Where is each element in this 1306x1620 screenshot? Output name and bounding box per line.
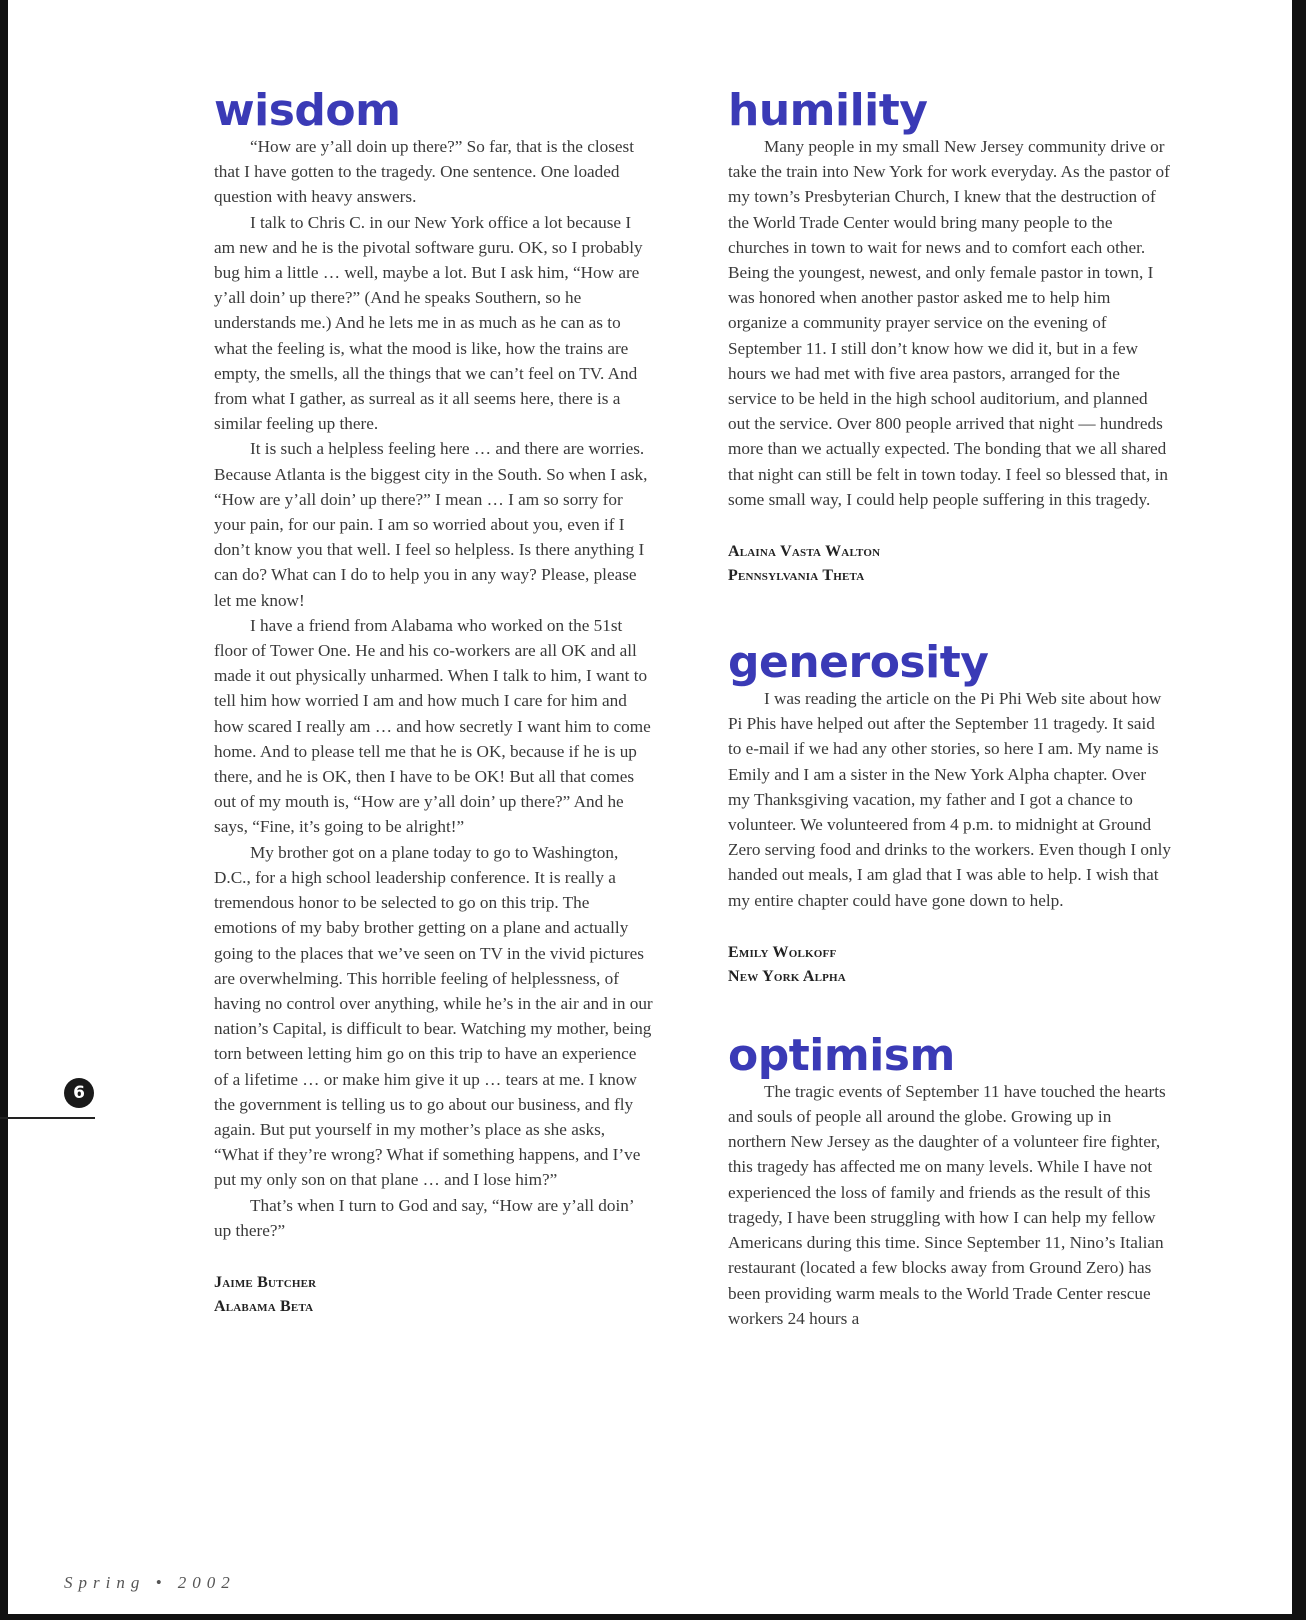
page-number-badge: 6: [64, 1078, 94, 1108]
author-chapter: Alabama Beta: [214, 1297, 314, 1315]
paragraph: Many people in my small New Jersey community drive or take the train into New York for work everyday. As the pastor of my town’s Presbyterian Church, I knew that the destruction of the World Trade Center would bring many people to the churches in town to wait for news and to comfort each other. Being the youngest, newest, and only female pastor in town, I was honored when another pastor asked me to help him organize a community prayer service on the evening of September 11. I still don’t know how we did it, but in a few hours we had met with five area pastors, arranged for the service to be held in the high school auditorium, and planned out the service. Over 800 people arrived that night — hundreds more than we actually expected. The bonding that we all shared that night can still be felt in town today. I feel so blessed that, in some small way, I could help people suffering in this tragedy.: [728, 137, 1170, 509]
section-humility: [728, 85, 1172, 588]
page-edge-left: [0, 0, 8, 1620]
paragraph: “How are y’all doin up there?” So far, that is the closest that I have gotten to the tragedy. One sentence. One loaded question with heavy answers.: [214, 137, 634, 207]
author-chapter: Pennsylvania Theta: [728, 567, 865, 585]
section-title-humility: humility: [728, 85, 928, 136]
paragraph: My brother got on a plane today to go to Washington, D.C., for a high school leadership conference. It is really a tremendous honor to be selected to go on this trip. The emotions of my baby brother getting on a plane and actually going to the places that we’ve seen on TV in the vivid pictures are overwhelming. This horrible feeling of helplessness, of having no control over anything, while he’s in the air and in our nation’s Capital, is difficult to bear. Watching my mother, being torn between letting him go on this trip to have an experience of a lifetime … or make him give it up … tears at me. I know the government is telling us to go about our business, and fly again. But put yourself in my mother’s place as she asks, “What if they’re wrong? What if something happens, and I’ve put my only son on that plane … and I lose him?”: [214, 842, 653, 1190]
author-name: Alaina Vasta Walton: [728, 543, 881, 561]
section-title-optimism: optimism: [728, 1029, 955, 1081]
paragraph: I talk to Chris C. in our New York office a lot because I am new and he is the pivotal software guru. OK, so I probably bug him a little … well, maybe a lot. But I ask him, “How are y’all doin’ up there?” (And he speaks Southern, so he understands me.) And he lets me in as much as he can as to what the feeling is, what the mood is like, how the trains are empty, the smells, all the things that we can’t feel on TV. And from what I gather, as surreal as it all seems here, there is a similar feeling up there.: [214, 212, 643, 434]
footer-issue: Spring • 2002: [64, 1573, 236, 1592]
section-wisdom: [214, 85, 654, 1319]
section-title-wisdom: wisdom: [214, 85, 401, 136]
paragraph: I have a friend from Alabama who worked on the 51st floor of Tower One. He and his co-workers are all OK and all made it out physically unharmed. When I talk to him, I want to tell him how worried I am and how much I care for him and how scared I really am … and how secretly I want him to come home. And to please tell me that he is OK, because if he is up there, and he is OK, then I have to be OK! But all that comes out of my mouth is, “How are y’all doin’ up there?” And he says, “Fine, it’s going to be alright!”: [214, 615, 651, 837]
page-rule: [0, 1117, 95, 1119]
paragraph: I was reading the article on the Pi Phi Web site about how Pi Phis have helped out after the September 11 tragedy. It said to e-mail if we had any other stories, so here I am. My name is Emily and I am a sister in the New York Alpha chapter. Over my Thanksgiving vacation, my father and I got a chance to volunteer. We volunteered from 4 p.m. to midnight at Ground Zero serving food and drinks to the workers. Even though I only handed out meals, I am glad that I was able to help. I wish that my entire chapter could have gone down to help.: [728, 689, 1171, 910]
left-column: [214, 85, 654, 1319]
paragraph: The tragic events of September 11 have touched the hearts and souls of people all around the globe. Growing up in northern New Jersey as the daughter of a volunteer fire fighter, this tragedy has affected me on many levels. While I have not experienced the loss of family and friends as the result of this tragedy, I have been struggling with how I can help my fellow Americans during this time. Since September 11, Nino’s Italian restaurant (located a few blocks away from Ground Zero) has been providing warm meals to the World Trade Center rescue workers 24 hours a: [728, 1081, 1166, 1328]
page-edge-right: [1292, 0, 1306, 1620]
humility-body: [728, 134, 1172, 512]
wisdom-body: [214, 134, 654, 1243]
section-optimism: [728, 1029, 1172, 1331]
page-edge-bottom: [0, 1614, 1306, 1620]
section-title-generosity: generosity: [728, 637, 989, 689]
author-chapter: New York Alpha: [728, 967, 846, 985]
paragraph: It is such a helpless feeling here … and there are worries. Because Atlanta is the biggest city in the South. So when I ask, “How are y’all doin’ up there?” I mean … I am so sorry for your pain, for our pain. I am so worried about you, even if I don’t know you that well. I feel so helpless. Is there anything I can do? What can I do to help you in any way? Please, please let me know!: [214, 439, 648, 610]
author-name: Jaime Butcher: [214, 1273, 317, 1291]
author-name: Emily Wolkoff: [728, 943, 837, 961]
section-generosity: [728, 637, 1172, 989]
generosity-body: [728, 686, 1172, 913]
paragraph: That’s when I turn to God and say, “How are y’all doin’ up there?”: [214, 1195, 634, 1240]
right-column: [728, 85, 1172, 1331]
optimism-body: [728, 1079, 1172, 1331]
